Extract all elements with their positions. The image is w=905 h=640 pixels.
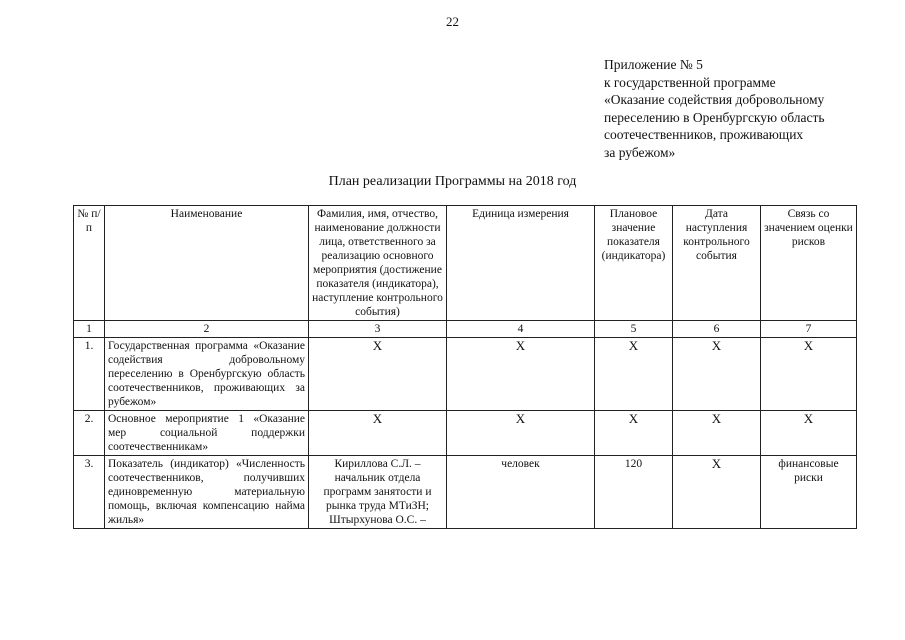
header-cell-date: Дата наступления контрольного события (673, 206, 761, 321)
document-title: План реализации Программы на 2018 год (328, 174, 577, 189)
table-row (74, 338, 857, 411)
column-number: 5 (595, 321, 673, 338)
row-unit: Х (447, 411, 595, 456)
column-number: 4 (447, 321, 595, 338)
column-number: 3 (309, 321, 447, 338)
row-planned: 120 (595, 456, 673, 529)
row-name: Основное мероприятие 1 «Оказание мер социальной поддержки соотечественникам» (105, 411, 309, 456)
row-date: Х (673, 338, 761, 411)
appendix-line: соотечественников, проживающих (604, 127, 804, 142)
row-planned: Х (595, 411, 673, 456)
appendix-line: переселению в Оренбургскую область (604, 109, 825, 125)
header-cell-planned: Плановое значение показателя (индикатора) (595, 206, 673, 321)
header-cell-unit: Единица измерения (447, 206, 595, 321)
appendix-line: Приложение № 5 (604, 57, 703, 72)
column-number: 1 (74, 321, 105, 338)
column-number: 6 (673, 321, 761, 338)
row-risk: Х (761, 411, 857, 456)
column-number-row (74, 321, 857, 338)
appendix-line: за рубежом» (604, 144, 676, 160)
row-planned: Х (595, 338, 673, 411)
header-cell-responsible: Фамилия, имя, отчество, наименование должности лица, ответственного за реализацию основного мероприятия (достижение показателя (индикатора), наступление контрольного события) (309, 206, 447, 321)
row-date: Х (673, 411, 761, 456)
appendix-line: к государственной программе (604, 74, 776, 90)
row-number: 3. (74, 456, 105, 529)
row-name: Государственная программа «Оказание содействия добровольному переселению в Оренбургскую область соотечественников, проживающих за рубежом» (105, 338, 309, 411)
row-date: Х (673, 456, 761, 529)
header-cell-risk: Связь со значением оценки рисков (761, 206, 857, 321)
row-responsible: Кириллова С.Л. – начальник отдела программ занятости и рынка труда МТиЗН; Штырхунова О.С. – (309, 456, 447, 529)
column-number: 7 (761, 321, 857, 338)
row-responsible: Х (309, 338, 447, 411)
row-number: 2. (74, 411, 105, 456)
row-number: 1. (74, 338, 105, 411)
row-unit: человек (447, 456, 595, 529)
row-name: Показатель (индикатор) «Численность соотечественников, получивших единовременную материальную помощь, включая компенсацию найма жилья» (105, 456, 309, 529)
table-row (74, 411, 857, 456)
table-header-row (74, 206, 857, 321)
appendix-line: «Оказание содействия добровольному (604, 92, 825, 107)
row-unit: Х (447, 338, 595, 411)
row-responsible: Х (309, 411, 447, 456)
table-row (74, 456, 857, 529)
page-number: 22 (446, 14, 459, 29)
row-risk: финансовые риски (761, 456, 857, 529)
header-cell-number: № п/п (74, 206, 105, 321)
column-number: 2 (105, 321, 309, 338)
row-risk: Х (761, 338, 857, 411)
appendix-block (604, 56, 884, 161)
plan-table (73, 205, 857, 529)
header-cell-name: Наименование (105, 206, 309, 321)
